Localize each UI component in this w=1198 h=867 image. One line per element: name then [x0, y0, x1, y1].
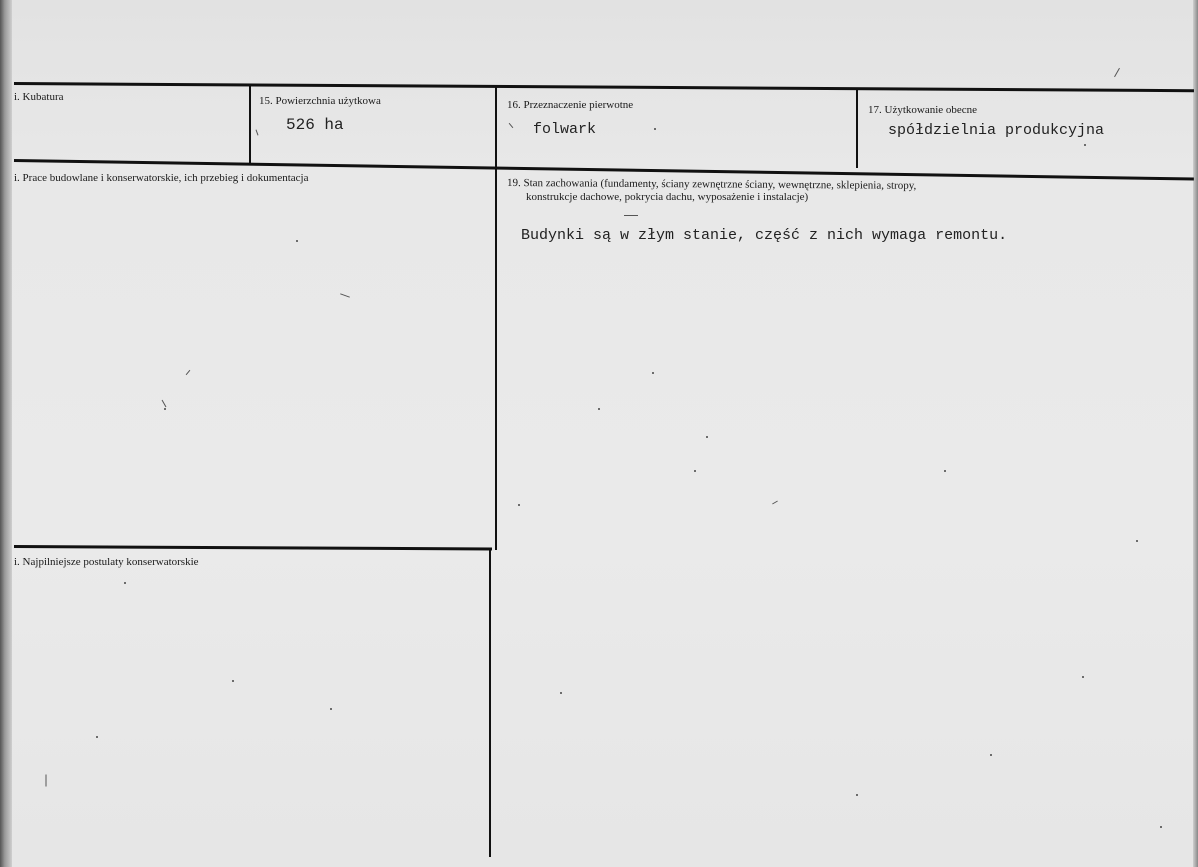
- field-14-label: i. Kubatura: [14, 91, 64, 103]
- scan-speck: [654, 128, 656, 130]
- field-19-label-line1: 19. Stan zachowania (fundamenty, ściany zewnętrzne ściany, wewnętrzne, sklepienia, stropy,: [506, 177, 917, 192]
- scan-speck: [694, 470, 696, 472]
- scan-speck: [1084, 144, 1086, 146]
- scan-speck: [1082, 676, 1084, 678]
- main-column-divider-lower: [489, 549, 491, 857]
- scan-mark: [772, 501, 778, 505]
- scan-speck: [706, 436, 708, 438]
- scan-mark: [509, 123, 514, 128]
- scan-speck: [560, 692, 562, 694]
- field-19-label-line2: konstrukcje dachowe, pokrycia dachu, wyposażenie i instalacje): [526, 191, 809, 203]
- scan-mark: [624, 215, 638, 216]
- field-15-label: 15. Powierzchnia użytkowa: [259, 95, 381, 107]
- field-18-label: i. Prace budowlane i konserwatorskie, ich przebieg i dokumentacja: [14, 172, 309, 184]
- divider-15-16: [495, 87, 497, 165]
- scan-speck: [232, 680, 234, 682]
- scan-speck: [598, 408, 600, 410]
- main-column-divider: [495, 163, 497, 550]
- divider-14-15: [249, 85, 251, 163]
- scan-speck: [164, 408, 166, 410]
- scan-edge-right: [1193, 0, 1198, 867]
- scan-speck: [96, 736, 98, 738]
- field-16-label: 16. Przeznaczenie pierwotne: [507, 99, 634, 111]
- scan-speck: [330, 708, 332, 710]
- scan-mark: [256, 130, 259, 136]
- scan-speck: [518, 504, 520, 506]
- field-15-value: 526 ha: [286, 116, 344, 134]
- scan-speck: [296, 240, 298, 242]
- scan-speck: [652, 372, 654, 374]
- field-20-label: i. Najpilniejsze postulaty konserwatorskie: [14, 556, 199, 568]
- divider-16-17: [856, 90, 858, 168]
- scan-edge-left: [0, 0, 12, 867]
- left-lower-rule: [14, 545, 492, 551]
- field-16-value: folwark: [533, 121, 597, 138]
- scan-mark: [162, 400, 167, 407]
- scan-speck: [990, 754, 992, 756]
- scan-mark: [340, 293, 350, 297]
- field-17-value: spółdzielnia produkcyjna: [888, 122, 1105, 139]
- scan-speck: [1136, 540, 1138, 542]
- scan-speck: [856, 794, 858, 796]
- field-17-label: 17. Użytkowanie obecne: [868, 104, 978, 116]
- scan-speck: [1160, 826, 1162, 828]
- top-rule: [14, 82, 1194, 92]
- scan-mark: [46, 775, 47, 787]
- scan-speck: [944, 470, 946, 472]
- scan-speck: [124, 582, 126, 584]
- scan-mark: [1114, 68, 1120, 77]
- scan-mark: [186, 370, 191, 375]
- field-19-value: Budynki są w złym stanie, część z nich wymaga remontu.: [521, 227, 1008, 244]
